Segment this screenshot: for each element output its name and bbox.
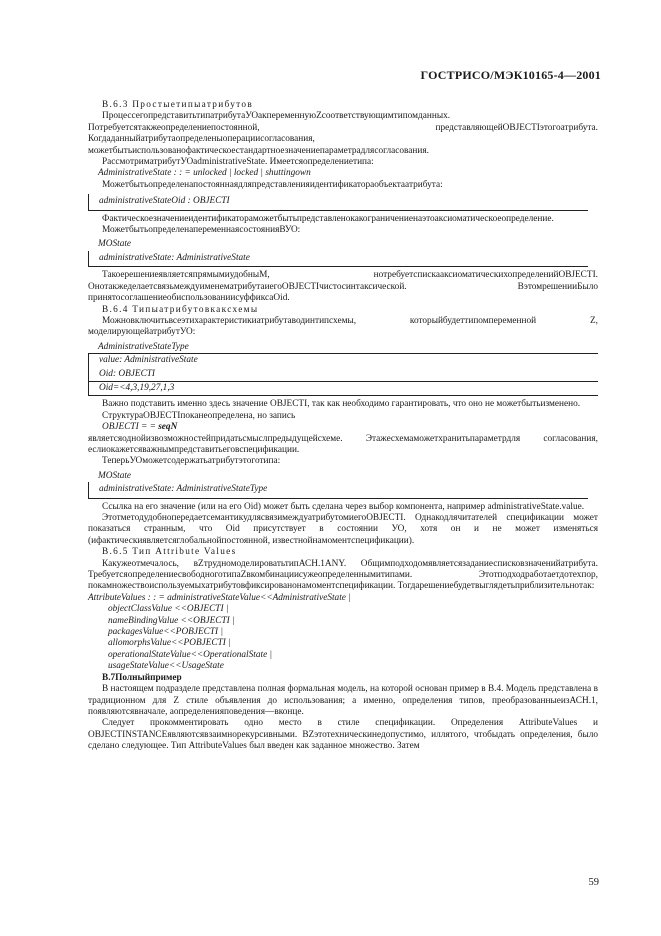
schema-line: administrativeState: AdministrativeStateType: [88, 482, 588, 498]
paragraph: ЭтотметодудобнопередаетсемантикудлясвязимеждуатрибутомиегоOBJECTI. Однакодлячитателей спецификации может показаться странным, что Oid присутствует в состоянии УО, хотя он и не может изменяться (ифактическиявляетсяглобальнойпостоянной, известнойнамоментспецификации).: [88, 513, 598, 546]
schema-title: MOState: [98, 239, 132, 250]
paragraph: являетсяоднойизвозможностейпридатьсмыслпредыдущейсхеме. Этажесхемаможетхранитьпараметрдля согласования, еслиокажетсяважнымпредставитьеговспецификации.: [88, 433, 598, 455]
attribute-values-definition: [88, 593, 598, 673]
code-line: operationalStateValue<<OperationalState |: [108, 649, 273, 660]
paragraph: Следует прокомментировать одно место в стиле спецификации. Определения AttributeValues и OBJECTINSTANCEявляютсявзаимнорекурсивными. BZэтотехническинедопустимо, иллятого, чтобыдать определения, было сделано следующее. Тип AttributeValues был введен как заданное множество. Затем: [88, 718, 598, 752]
section-heading-b64: В.6.4 Типыатрибутовкаксхемы: [102, 304, 259, 315]
code-line: allomorphsValue<<POBJECTI |: [108, 638, 231, 649]
code-line: nameBindingValue <<OBJECTI |: [108, 615, 235, 626]
code-line: usageStateValue<<UsageState: [108, 661, 224, 672]
section-heading-b63: В.6.3 Простыетипыатрибутов: [102, 100, 254, 110]
paragraph: ТеперьУОможетсодержатьатрибутэтоготипа:: [102, 456, 281, 467]
paragraph: В настоящем подразделе представлена полная формальная модель, на которой основан пример в В.4. Модель представлена в традиционном для Z стиле объявления до использования; а именно, определения типов, преобразованныеизАСН.1, появляютсявначале, аопределенияповедения—вконце.: [88, 684, 598, 717]
schema-mostate: [88, 239, 598, 267]
code-text: OBJECTI = =: [102, 422, 159, 433]
schema-line: value: AdministrativeState: [99, 355, 198, 366]
schema-line: Oid: OBJECTI: [99, 368, 156, 379]
schema-line: administrativeStateOid : OBJECTI: [88, 194, 588, 210]
schema-predicate: Oid=<4,3,19,27,1,3: [89, 381, 598, 395]
code-keyword: seqN: [158, 422, 178, 433]
code-line: objectClassValue <<OBJECTI |: [108, 604, 229, 615]
schema-line: administrativeState: AdministrativeState: [88, 251, 588, 267]
paragraph: Можновключитьвсеэтихарактеристикиатрибутаводинтипсхемы, которыйбудеттипомпеременной Z, моделирующейатрибутУО:: [88, 315, 598, 338]
schema-title: AdministrativeStateType: [98, 341, 189, 352]
schema-title: MOState: [98, 470, 132, 481]
section-heading-b65: В.6.5 Тип Attribute Values: [102, 547, 237, 558]
schema-mostate-typed: [88, 471, 598, 499]
paragraph: СтруктураOBJECTIпоканеопределена, но запись: [102, 410, 296, 421]
code-line: packagesValue<<POBJECTI |: [108, 627, 224, 638]
type-definition: AdministrativeState : : = unlocked | locked | shuttingown: [98, 168, 311, 179]
paragraph: Важно подставить именно здесь значение OBJECTI, так как необходимо гарантировать, что оно не можетбытьизменено.: [102, 399, 581, 410]
oid-definition: [88, 422, 598, 433]
section-heading-b7: В.7Полныйпример: [102, 672, 182, 683]
paragraph: ПроцессегопредставитьтипатрибутаУОакпеременнуюZсоответствующимтипомданных. Потребуетсятакжеопределениепостоянной, представляющейOBJECTIэтогоатрибута. Когдаданныйатрибутаопределеныоперациисогласования, можетбытьиспользованофактическоестандартноезначениепараметрадлясогласования.: [88, 111, 598, 156]
standard-header: ГОСТРИСО/МЭК10165-4—2001: [420, 68, 601, 82]
page-number: 59: [588, 877, 599, 888]
paragraph: ТакоерешениеявляетсяпрямымиудобныМ, нотребуетспискааксиоматическихопределенийOBJECTI. ОнотакжеделаетсвязьмеждуименематрибутаиегоOBJECTIчистосинтаксической. ВэтомрешенииБыло принятосоглашениеобиспользованиисуффиксаOid.: [88, 270, 598, 304]
paragraph: Фактическоезначениеидентификатораможетбытьпредставленокакограничениенаэтоаксиоматическоеопределение.: [102, 213, 554, 224]
code-line: AttributeValues : : = administrativeStateValue<<AdministrativeState |: [88, 592, 351, 603]
schema-declarations: [88, 353, 598, 396]
paragraph: Можетбытьопределенапостояннаядляпредставленияидентификатораобъектаатрибута:: [102, 179, 443, 190]
schema-oid-constant: [88, 194, 598, 210]
schema-administrative-state-type: [88, 342, 598, 397]
paragraph: Какужеотмечалось, вZтрудномоделироватьтипАСН.1ANY. Общимподходомявляетсязаданиесписковзначенийатрибута. ТребуетсяопределениесвободноготипаZвкомбинациисужеопределеннымитипами. Этотподходработаетдотехпор, покамножествоиспользуемыхатрибутовфиксированонамоментспецификации. Тогдарешениебудетвыглядетьприблизительнотак:: [88, 558, 598, 592]
page-content: [88, 100, 598, 753]
paragraph: РассмотриматрибутУОadministrativeState. Имеетсяопределениетипа:: [102, 157, 374, 168]
paragraph: Ссылка на его значение (или на его Oid) может быть сделана через выбор компонента, например administrativeState.value.: [102, 501, 585, 512]
paragraph: МожетбытьопределенапеременнаясостоянияВУО:: [102, 225, 301, 236]
